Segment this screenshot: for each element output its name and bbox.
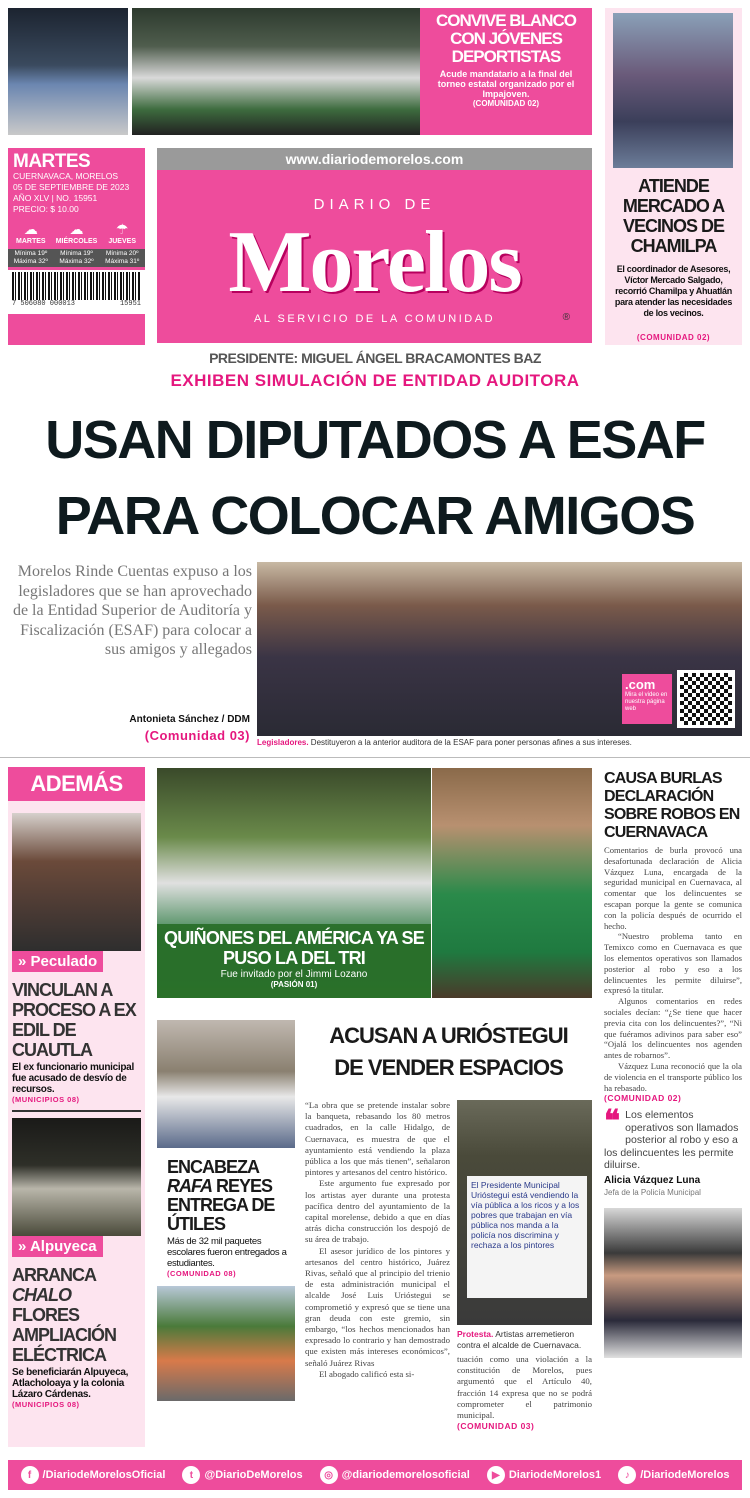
weather-day-label: JUEVES [108,238,136,245]
rain-cloud-icon: ☂ [115,221,129,237]
social-facebook[interactable] [21,1466,166,1484]
photo-protest-sign [457,1100,592,1325]
masthead[interactable] [157,148,592,343]
right-top-story[interactable] [605,8,742,345]
caption-label: Protesta. [457,1329,494,1339]
photo-quinones [432,768,592,998]
social-label: /DiariodeMorelos [640,1469,730,1481]
photo-peculado [12,813,141,951]
lead-headline[interactable] [0,402,750,554]
lead-subkicker: EXHIBEN SIMULACIÓN DE ENTIDAD AUDITORA [170,371,580,390]
lead-caption [257,738,742,747]
social-instagram[interactable] [320,1466,470,1484]
masthead-url[interactable]: www.diariodemorelos.com [157,148,592,170]
sidebar-item2-headline[interactable] [12,1265,141,1365]
dotcom-text: Mira el video en nuestra página web [625,692,668,712]
cloud-icon: ☁ [69,221,84,237]
photo-utiles [157,1020,295,1148]
facebook-icon: f [21,1466,39,1484]
social-label: /DiariodeMorelosOficial [42,1469,166,1481]
uriostegui-caption [457,1329,592,1350]
paragraph: “La obra que se pretende instalar sobre la banqueta, rebasando los 80 metros cuadrados, en la calle Hidalgo, de Cuernavaca, es muestra de que el ayuntamiento está vendiendo la plaza pública a los que más tienen”, señalaron pintores y artesanos del centro histórico. [305,1100,450,1178]
weather-forecast [8,221,145,267]
burlas-body [604,845,742,1093]
sports-caption-box[interactable] [157,924,431,998]
utiles-ref[interactable]: (COMUNIDAD 08) [167,1269,237,1278]
photo-speaker [8,8,128,135]
lead-kicker: PRESIDENTE: MIGUEL ÁNGEL BRACAMONTES BAZ [209,350,541,366]
dateline-price: PRECIO: $ 10.00 [13,204,79,214]
twitter-icon: t [182,1466,200,1484]
headline-part: ARRANCA [12,1265,96,1285]
protest-sign-text: El Presidente Municipal Urióstegui está vendiendo la vía pública a los ricos y a los pobres que trabajan en vía pública nos manda a la policía nos discrimina y rechaza a los pintores [471,1180,580,1250]
sidebar-item2-ref[interactable]: (MUNICIPIOS 08) [12,1400,80,1409]
sports-summary: Fue invitado por el Jimmi Lozano [220,969,368,980]
qr-code-icon[interactable] [677,670,735,728]
burlas-article [604,770,742,1358]
sidebar-title: ADEMÁS [8,767,145,801]
social-label: @diariodemorelosoficial [341,1469,470,1481]
social-twitter[interactable] [182,1466,302,1484]
paragraph: Algunos comentarios en redes sociales decían: “¿Se tiene que hacer previa cita con los delincuentes?”, “Ni que fuéramos adivinos para saber eso” “Ojalá los delincuentes nos agenden antes de robarnos”. [604,996,742,1061]
uriostegui-headline[interactable] [305,1020,592,1084]
dotcom-label: .com [625,677,656,692]
dotcom-badge[interactable] [622,674,672,724]
divider [0,757,750,758]
paragraph: “Nuestro problema tanto en Temixco como en Cuernavaca es que los elementos operativos son llamados posterior al robo y eso a los delincuentes les permite diluirse”, expresó la titular. [604,931,742,996]
lead-caption-label: Legisladores. [257,738,309,747]
sidebar-item1-summary: El ex funcionario municipal fue acusado de desvío de recursos. [12,1062,134,1095]
weather-min: Mínima 19º [60,250,93,257]
utiles-summary: Más de 32 mil paquetes escolares fueron entregados a estudiantes. [167,1236,287,1269]
top-story-headline: CONVIVE BLANCO CON JÓVENES DEPORTISTAS [436,11,576,66]
uriostegui-continuation: tuación como una violación a la constitución de Morelos, pues argumentó que el Artículo 40, fracción 14 expresa que no se podrá comprometer el patrimonio municipal. [457,1354,592,1421]
weather-day-label: MARTES [16,238,46,245]
paragraph: El asesor jurídico de los pintores y artesanos del centro histórico, Juárez Rivas, señaló que al principio del trienio de esta administración municipal el alcalde José Luis Urióstegui se comprometió y expresó que se tiene una gran deuda con este gremio, sin embargo, “los hechos mencionados han expresado lo contrario y han demostrado que existen más intereses económicos”, señaló Juárez Rivas [305,1245,450,1368]
headline-line: ACUSAN A URIÓSTEGUI [329,1023,568,1048]
weather-day [54,221,100,267]
weather-max: Máxima 31º [105,258,140,265]
paragraph: El abogado calificó esta si- [319,1368,415,1379]
caption-text: Artistas arremetieron contra el alcalde de Cuernavaca. [457,1329,582,1350]
barcode [8,270,145,314]
dateline-day: MARTES [13,151,91,172]
paragraph: Este argumento fue expresado por los artistas ayer durante una protesta pacífica dentro del ayuntamiento de la capital morelense, debido a que en días atrás dicha construcción los despojó de su área de trabajo. [305,1178,450,1245]
burlas-ref[interactable]: (COMUNIDAD 02) [604,1093,682,1104]
social-youtube[interactable] [487,1466,601,1484]
sports-ref: (PASIÓN 01) [270,980,318,989]
top-story[interactable] [420,8,592,135]
quote-author: Alicia Vázquez Luna [604,1174,701,1186]
photo-sports-training [157,768,431,998]
sports-headline: QUIÑONES DEL AMÉRICA YA SE PUSO LA DEL TRI [164,928,424,968]
top-story-summary: Acude mandatario a la final del torneo estatal organizado por el Impajoven. [437,69,575,99]
dateline-date: 05 DE SEPTIEMBRE DE 2023 [13,182,130,192]
paragraph: Comentarios de burla provocó una desafortunada declaración de Alicia Vázquez Luna, encargada de la seguridad municipal en Cuernavaca, al comentar que los delincuentes se escapan porque la gente se comunica con la policía después de ocurrido el hecho. [604,845,742,931]
quote-mark-icon: ❝ [604,1105,621,1139]
headline-part-italic: RAFA [167,1176,212,1196]
weather-max: Máxima 32º [59,258,94,265]
lead-byline: Antonieta Sánchez / DDM [129,714,250,725]
lead-caption-text: Destituyeron a la anterior auditora de la ESAF para poner personas afines a sus intereses. [308,738,632,747]
photo-athletes [132,8,420,135]
headline-part: FLORES AMPLIACIÓN ELÉCTRICA [12,1305,116,1365]
pull-quote [604,1105,742,1200]
utiles-article [157,1020,295,1401]
right-top-headline: ATIENDE MERCADO A VECINOS DE CHAMILPA [622,176,725,256]
lead-headline-line-2: PARA COLOCAR AMIGOS [55,486,695,546]
protest-sign [467,1176,587,1298]
masthead-reg: ® [562,312,570,323]
social-label: DiariodeMorelos1 [508,1469,602,1481]
uriostegui-body [305,1100,450,1380]
weather-day [8,221,54,267]
lead-ref[interactable]: (Comunidad 03) [144,728,250,743]
dateline-box [8,148,145,345]
barcode-number: 7 506080 000013 [12,300,76,308]
uriostegui-ref[interactable]: (COMUNIDAD 03) [457,1421,535,1432]
headline-part: ENCABEZA [167,1157,259,1177]
tiktok-icon: ♪ [618,1466,636,1484]
sidebar-tag-peculado: » Peculado [12,951,103,972]
right-top-summary: El coordinador de Asesores, Víctor Mercado Salgado, recorrió Chamilpa y Ahuatlán para atender las necesidades de los vecinos. [614,264,733,318]
lead-deck: Morelos Rinde Cuentas expuso a los legisladores que se han aprovechado de la Entidad Superior de Auditoría y Fiscalización (ESAF) para colocar a sus amigos y allegados [12,563,252,658]
utiles-headline[interactable] [167,1158,292,1234]
photo-legisladores [257,562,742,736]
top-story-ref: (COMUNIDAD 02) [472,99,540,108]
weather-max: Máxima 32º [13,258,48,265]
masthead-logo: Morelos [228,214,521,311]
burlas-headline[interactable]: CAUSA BURLAS DECLARACIÓN SOBRE ROBOS EN CUERNAVACA [604,770,740,841]
uriostegui-right-column [457,1100,592,1431]
sidebar-tag-alpuyeca: » Alpuyeca [12,1236,103,1257]
photo-mercado [613,13,733,168]
photo-protest-street [157,1286,295,1401]
photo-alpuyeca [12,1118,141,1236]
sidebar-ademas [8,767,145,1447]
photo-alicia-vazquez [604,1208,742,1358]
youtube-icon: ▶ [487,1466,505,1484]
headline-line: DE VENDER ESPACIOS [334,1055,563,1080]
paragraph: Vázquez Luna reconoció que la ola de violencia en el transporte público los ha rebasado. [604,1060,742,1093]
dateline-city: CUERNAVACA, MORELOS [13,171,119,181]
headline-part: REYES ENTREGA DE ÚTILES [167,1176,275,1234]
quote-role: Jefa de la Policía Municipal [604,1188,701,1198]
masthead-pre: DIARIO DE [313,196,436,213]
social-tiktok[interactable] [618,1466,729,1484]
masthead-tagline: AL SERVICIO DE LA COMUNIDAD [253,313,496,325]
lead-headline-line-1: USAN DIPUTADOS A ESAF [45,410,705,470]
dateline-issue: AÑO XLV | NO. 15951 [13,193,98,203]
social-label: @DiarioDeMorelos [204,1469,303,1481]
weather-min: Mínima 20º [105,250,139,257]
sidebar-item2-summary: Se beneficiarán Alpuyeca, Atlacholoaya y la colonia Lázaro Cárdenas. [12,1367,129,1400]
sidebar-item1-ref[interactable]: (MUNICIPIOS 08) [12,1095,80,1104]
cloud-icon: ☁ [23,221,38,237]
weather-day-label: MIÉRCOLES [55,238,98,245]
footer-social-bar [8,1460,742,1490]
quote-text: Los elementos operativos son llamados posterior al robo y eso a los delincuentes les permite diluirse. [604,1109,739,1172]
weather-min: Mínima 19º [14,250,48,257]
sidebar-item1-headline[interactable]: VINCULAN A PROCESO A EX EDIL DE CUAUTLA [12,980,136,1060]
headline-part-italic: CHALO [12,1285,71,1305]
instagram-icon: ◎ [320,1466,338,1484]
weather-day [99,221,145,267]
barcode-addon: 15951 [119,300,141,308]
right-top-ref: (COMUNIDAD 02) [636,333,711,342]
